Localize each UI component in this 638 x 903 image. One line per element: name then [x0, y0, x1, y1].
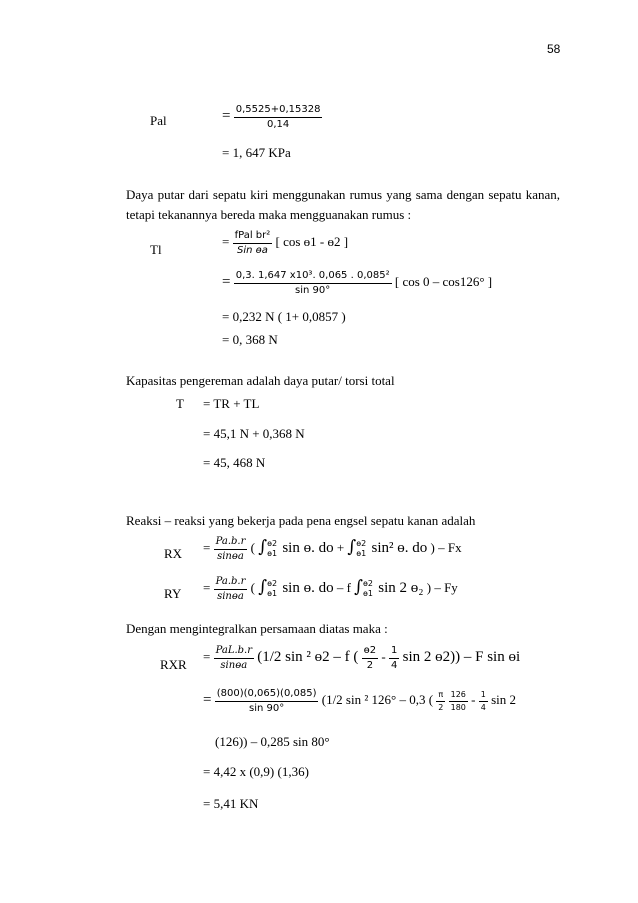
integral-sign: ∫ [347, 536, 357, 557]
rx-equation: = $\frac{Pa.b.r}{\text{sinɵa}}$ ( ∫ ɵ2 ɵ1 sin ɵ. do + ∫ ɵ2 ɵ1 sin² ɵ. do ) – Fx [203, 536, 462, 562]
pal-fraction: $\frac{0,5525+0,15328}{0,14}$ [235, 104, 321, 130]
paragraph-kapasitas: Kapasitas pengereman adalah daya putar/ torsi total [126, 373, 395, 388]
ry-equation: = $\frac{Pa.b.r}{\text{sinɵa}}$ ( ∫ ɵ2 ɵ1 sin ɵ. do – f ∫ ɵ2 ɵ1 sin 2 ɵ₂ ) – Fy [203, 576, 458, 602]
pal-equation: = $\frac{0,5525+0,15328}{0,14}$ [222, 104, 321, 130]
pal-label: Pal [150, 113, 167, 128]
rx-fraction: $\frac{Pa.b.r}{\text{sinɵa}}$ [215, 536, 246, 562]
ry-fraction: $\frac{Pa.b.r}{\text{sinɵa}}$ [215, 576, 246, 602]
tl-equation: = $\frac{\text{fPal br²}}{\text{Sin ɵa}}$ [ cos ɵ1 - ɵ2 ] [222, 230, 349, 256]
torque-result: = 45, 468 N [203, 455, 266, 470]
degree-ratio-fraction: $\frac{126}{180}$ [450, 690, 466, 712]
torque-line2: = 45,1 N + 0,368 N [203, 426, 305, 441]
rxr-substitution-fraction: $\frac{(800)(0,065)(0,085)}{\sin 90^\circ}$ [216, 688, 317, 714]
rxr-result: = 5,41 KN [203, 796, 259, 811]
quarter-fraction: $\frac{1}{4}$ [480, 690, 486, 712]
integral-sign: ∫ [258, 536, 268, 557]
tl-label: Tl [150, 242, 162, 257]
paragraph-integral: Dengan mengintegralkan persamaan diatas maka : [126, 621, 388, 636]
rxr-fraction: $\frac{\text{PaL.b.r}}{\text{sinɵa}}$ [215, 645, 253, 671]
paragraph-daya-putar: Daya putar dari sepatu kiri menggunakan rumus yang sama dengan sepatu kanan, tetapi tekanannya bereda maka mengguanakan rumus : [126, 187, 560, 222]
rxr-substitution: = $\frac{(800)(0,065)(0,085)}{\sin 90^\circ}$ (1/2 sin ² 126° – 0,3 ( $\frac{\pi}{2}$ $\frac{126}{180}$ - $\frac{1}{4}$ sin 2 [203, 688, 517, 714]
torque-line1: = TR + TL [203, 396, 260, 411]
rxr-step3: (126)) – 0,285 sin 80° [215, 734, 330, 749]
integral-sign: ∫ [354, 576, 364, 597]
page-number: 58 [547, 42, 561, 56]
rxr-equation: = $\frac{\text{PaL.b.r}}{\text{sinɵa}}$ (1/2 sin ² ɵ2 – f ( $\frac{\text{ɵ2}}{2}$ - $\frac{1}{4}$ sin 2 ɵ2)) – F sin ɵi [203, 645, 521, 671]
tl-result: = 0, 368 N [222, 332, 278, 347]
rxr-step4: = 4,42 x (0,9) (1,36) [203, 764, 309, 779]
pi-half-fraction: $\frac{\pi}{2}$ [438, 690, 444, 712]
rxr-label: RXR [160, 657, 187, 672]
tl-substitution-fraction: $\frac{\text{0,3. 1,647 x10³. 0,065 . 0,085²}}{\sin 90^\circ}$ [235, 270, 390, 296]
paragraph-reaksi: Reaksi – reaksi yang bekerja pada pena engsel sepatu kanan adalah [126, 513, 476, 528]
ry-label: RY [164, 586, 182, 601]
integral-sign: ∫ [258, 576, 268, 597]
tl-step3: = 0,232 N ( 1+ 0,0857 ) [222, 309, 346, 324]
torque-label: T [176, 396, 184, 411]
rx-label: RX [164, 546, 183, 561]
tl-fraction: $\frac{\text{fPal br²}}{\text{Sin ɵa}}$ [234, 230, 271, 256]
tl-substitution: = $\frac{\text{0,3. 1,647 x10³. 0,065 . 0,085²}}{\sin 90^\circ}$ [ cos 0 – cos126° ] [222, 270, 493, 296]
pal-result: = 1, 647 KPa [222, 145, 291, 160]
theta-half-fraction: $\frac{\text{ɵ2}}{2}$ [363, 645, 377, 671]
quarter-fraction: $\frac{1}{4}$ [391, 645, 398, 671]
